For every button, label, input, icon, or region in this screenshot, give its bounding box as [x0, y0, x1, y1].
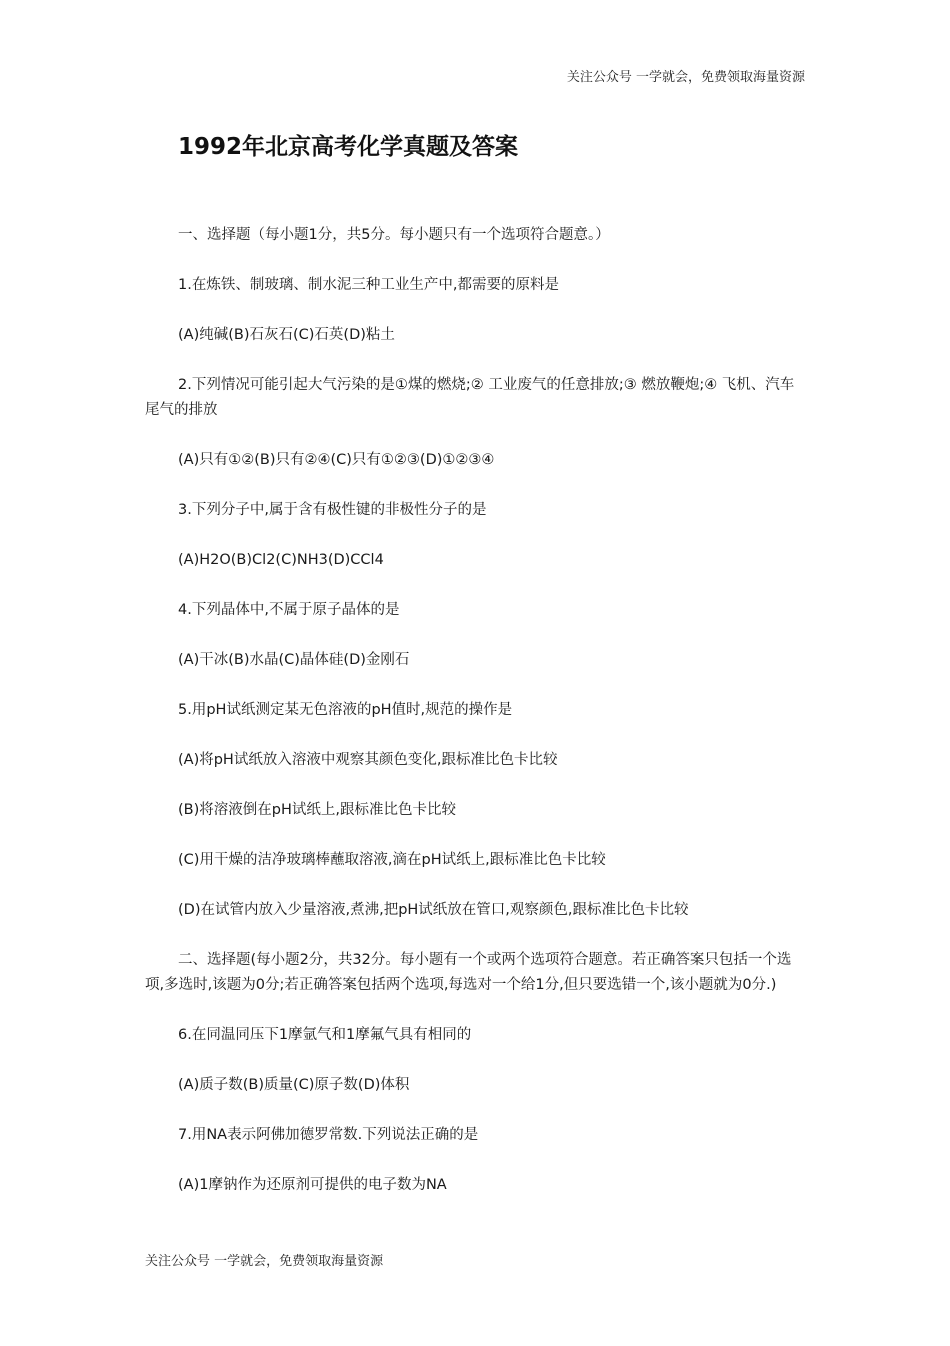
- question-3: 3.下列分子中,属于含有极性键的非极性分子的是: [178, 502, 487, 518]
- question-5: 5.用pH试纸测定某无色溶液的pH值时,规范的操作是: [178, 702, 513, 718]
- section-heading-1: 一、选择题（每小题1分，共5分。每小题只有一个选项符合题意。）: [178, 227, 610, 243]
- question-2-options: (A)只有①②(B)只有②④(C)只有①②③(D)①②③④: [178, 452, 495, 468]
- question-6: 6.在同温同压下1摩氩气和1摩氟气具有相同的: [178, 1027, 472, 1043]
- question-3-options: (A)H2O(B)Cl2(C)NH3(D)CCl4: [178, 552, 384, 568]
- question-2: 2.下列情况可能引起大气污染的是①煤的燃烧;② 工业废气的任意排放;③ 燃放鞭炮;④ 飞机、汽车尾气的排放: [145, 377, 795, 418]
- question-4-options: (A)干冰(B)水晶(C)晶体硅(D)金刚石: [178, 652, 410, 668]
- question-7: 7.用NA表示阿佛加德罗常数.下列说法正确的是: [178, 1127, 479, 1143]
- section-heading-2: 二、选择题(每小题2分，共32分。每小题有一个或两个选项符合题意。若正确答案只包括一个选项,多选时,该题为0分;若正确答案包括两个选项,每选对一个给1分,但只要选错一个,该小题就为0分.): [145, 952, 792, 993]
- question-4: 4.下列晶体中,不属于原子晶体的是: [178, 602, 400, 618]
- question-5-option-a: (A)将pH试纸放入溶液中观察其颜色变化,跟标准比色卡比较: [178, 752, 558, 768]
- question-1-options: (A)纯碱(B)石灰石(C)石英(D)粘土: [178, 327, 395, 343]
- footer-note: 关注公众号 一学就会，免费领取海量资源: [145, 1254, 384, 1269]
- question-5-option-d: (D)在试管内放入少量溶液,煮沸,把pH试纸放在管口,观察颜色,跟标准比色卡比较: [178, 902, 689, 918]
- page-title: 1992年北京高考化学真题及答案: [178, 134, 519, 160]
- question-5-option-b: (B)将溶液倒在pH试纸上,跟标准比色卡比较: [178, 802, 456, 818]
- question-1: 1.在炼铁、制玻璃、制水泥三种工业生产中,都需要的原料是: [178, 277, 559, 293]
- question-5-option-c: (C)用干燥的洁净玻璃棒蘸取溶液,滴在pH试纸上,跟标准比色卡比较: [178, 852, 606, 868]
- header-note: 关注公众号 一学就会，免费领取海量资源: [566, 70, 805, 85]
- document-body: [145, 223, 807, 1223]
- question-7-option-a: (A)1摩钠作为还原剂可提供的电子数为NA: [178, 1177, 447, 1193]
- question-6-options: (A)质子数(B)质量(C)原子数(D)体积: [178, 1077, 410, 1093]
